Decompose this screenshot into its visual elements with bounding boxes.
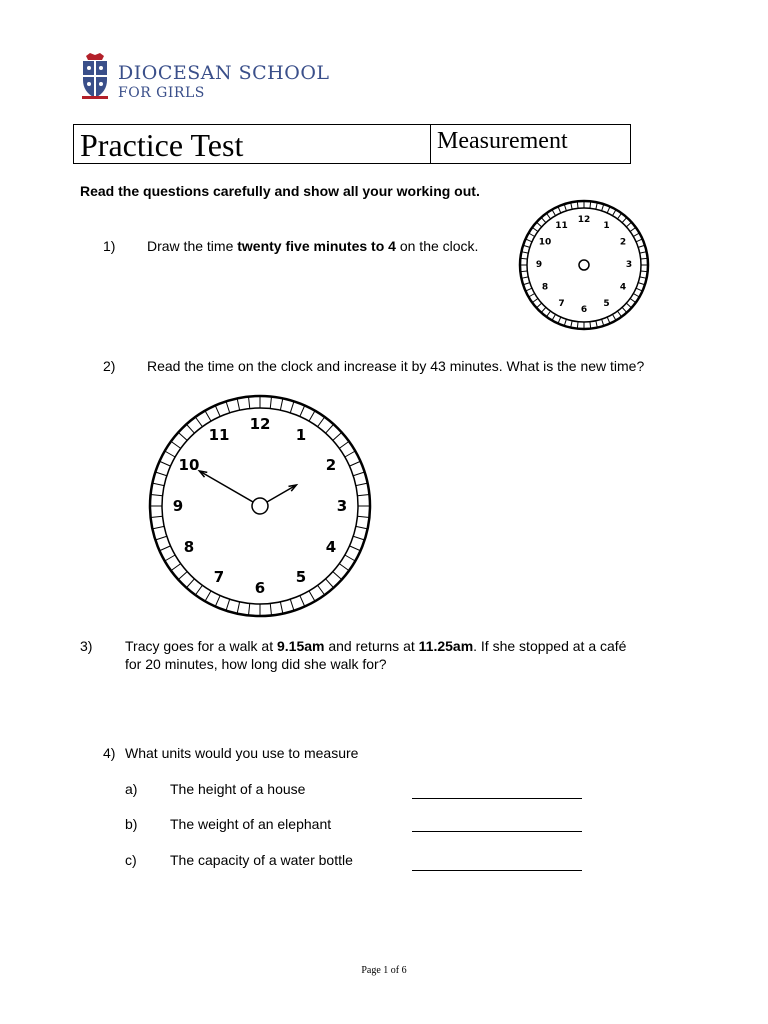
large-clock-number: 4	[325, 538, 337, 556]
q4c-text: The capacity of a water bottle	[170, 852, 353, 868]
small-clock-number: 5	[603, 298, 610, 309]
large-clock-number: 10	[178, 456, 200, 474]
large-clock-number: 5	[295, 568, 307, 587]
q3-t3: . If she stopped at a café	[473, 638, 627, 654]
small-clock-number: 9	[535, 260, 543, 270]
q1-text-after: on the clock.	[395, 238, 479, 254]
school-crest-icon	[80, 52, 110, 100]
q2-number: 2)	[103, 358, 116, 374]
q3-number: 3)	[80, 638, 93, 654]
small-clock-number: 11	[555, 221, 568, 232]
q2-text: Read the time on the clock and increase it by 43 minutes. What is the new time?	[147, 358, 645, 374]
small-clock-number: 2	[619, 237, 627, 248]
small-clock-number: 4	[619, 282, 627, 293]
q3-t1: Tracy goes for a walk at	[125, 638, 277, 654]
large-clock-number: 12	[249, 415, 271, 433]
q1-text-before: Draw the time	[147, 238, 238, 254]
q4c-letter: c)	[125, 852, 137, 868]
small-clock-number: 6	[580, 305, 588, 315]
large-clock-center-pin	[252, 498, 268, 514]
large-clock-number: 8	[183, 538, 195, 556]
q1-number: 1)	[103, 238, 116, 254]
large-clock-number: 6	[254, 579, 266, 597]
large-clock-number: 2	[325, 456, 337, 474]
title-box	[73, 124, 631, 164]
q4b-text: The weight of an elephant	[170, 816, 332, 832]
q3-end-time: 11.25am	[418, 638, 474, 654]
q3-start-time: 9.15am	[276, 638, 325, 654]
school-name-line1: DIOCESAN SCHOOL	[118, 62, 330, 84]
q4c-answer-line[interactable]	[412, 870, 582, 871]
topic-title: Measurement	[437, 128, 568, 154]
q3-text-line2: for 20 minutes, how long did she walk for?	[125, 656, 387, 672]
q4b-letter: b)	[125, 816, 138, 832]
q4-text: What units would you use to measure	[125, 745, 359, 761]
page-footer: Page 1 of 6	[361, 965, 407, 976]
large-clock-number: 11	[208, 425, 230, 444]
page-title: Practice Test	[74, 125, 431, 163]
blank-clock-face[interactable]	[516, 198, 652, 332]
school-name-line2: FOR GIRLS	[118, 85, 205, 101]
small-clock-number: 12	[577, 215, 591, 225]
q1-text-bold: twenty five minutes to 4	[237, 238, 396, 254]
large-clock-number: 7	[213, 568, 225, 587]
large-clock-number: 9	[172, 497, 184, 515]
q3-text-line1	[125, 637, 626, 655]
q4a-answer-line[interactable]	[412, 798, 582, 799]
small-clock-number: 8	[541, 282, 549, 293]
q1-text	[147, 237, 478, 255]
large-clock-number: 3	[336, 497, 348, 515]
q3-t2: and returns at	[324, 638, 419, 654]
small-clock-center-pin	[579, 260, 589, 270]
small-clock-number: 3	[625, 260, 633, 270]
instructions: Read the questions carefully and show all your working out.	[80, 183, 480, 199]
analog-clock	[145, 392, 375, 620]
small-clock-number: 10	[538, 237, 552, 248]
q4a-letter: a)	[125, 781, 138, 797]
small-clock-number: 7	[558, 298, 565, 309]
school-logo	[80, 52, 330, 102]
q4b-answer-line[interactable]	[412, 831, 582, 832]
q4-number: 4)	[103, 745, 116, 761]
large-clock-number: 1	[295, 425, 307, 444]
q4a-text: The height of a house	[170, 781, 306, 797]
small-clock-number: 1	[603, 221, 610, 232]
